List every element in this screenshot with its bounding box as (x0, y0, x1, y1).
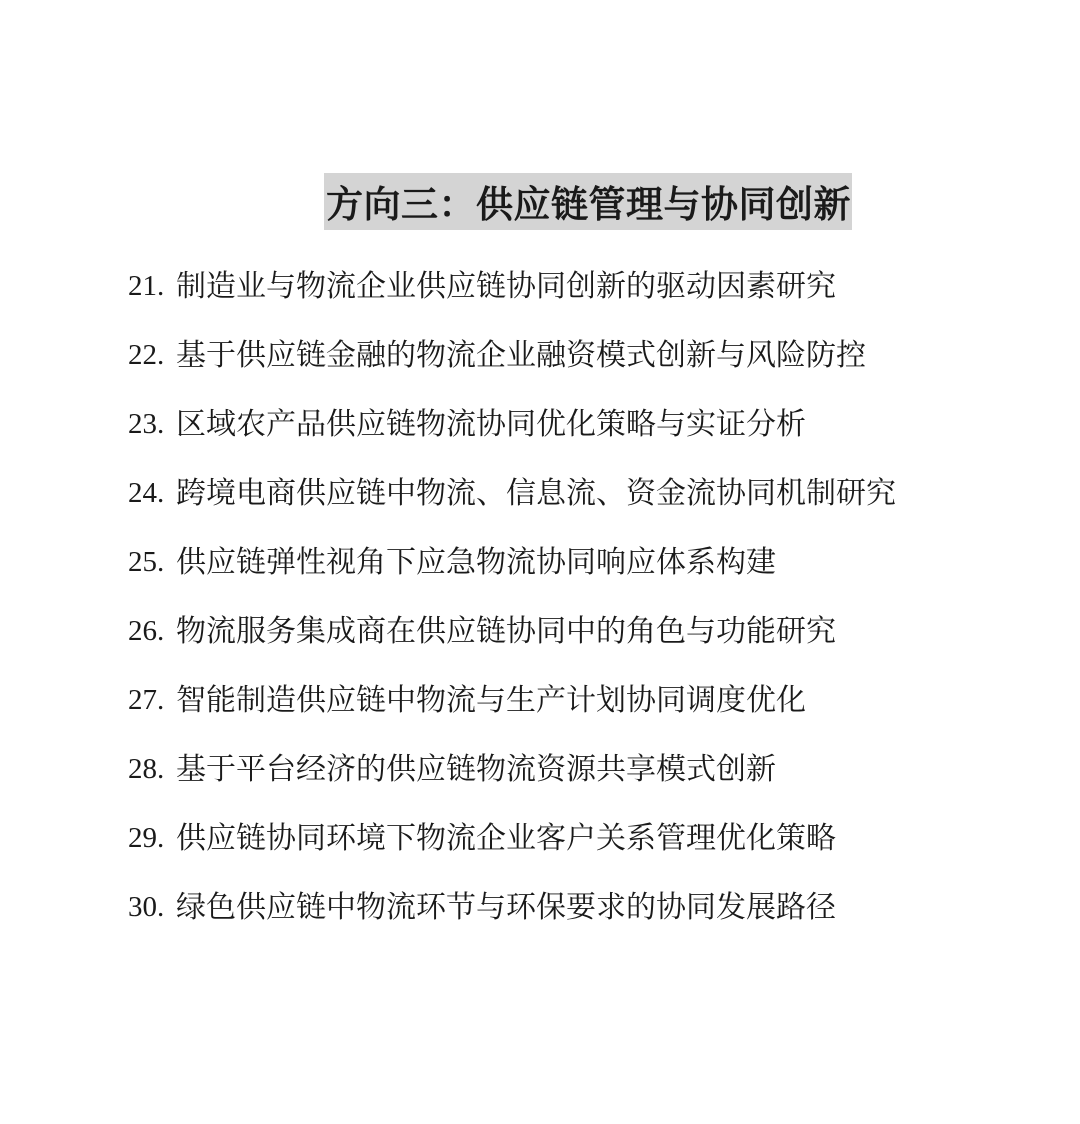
list-item (128, 605, 1028, 674)
item-text: 供应链弹性视角下应急物流协同响应体系构建 (176, 545, 776, 580)
list-item (128, 812, 1028, 881)
section-heading: 方向三：供应链管理与协同创新 (324, 173, 852, 230)
item-number: 21. (128, 270, 165, 302)
item-text: 制造业与物流企业供应链协同创新的驱动因素研究 (176, 269, 836, 304)
item-text: 基于平台经济的供应链物流资源共享模式创新 (176, 752, 776, 787)
item-number: 23. (128, 408, 165, 440)
list-item (128, 536, 1028, 605)
item-text: 区域农产品供应链物流协同优化策略与实证分析 (176, 407, 806, 442)
item-text: 跨境电商供应链中物流、信息流、资金流协同机制研究 (176, 476, 896, 511)
item-text: 智能制造供应链中物流与生产计划协同调度优化 (176, 683, 806, 718)
list-item (128, 329, 1028, 398)
list-item (128, 674, 1028, 743)
item-number: 24. (128, 477, 165, 509)
topic-list (128, 260, 1028, 950)
item-number: 29. (128, 822, 165, 854)
item-text: 基于供应链金融的物流企业融资模式创新与风险防控 (176, 338, 866, 373)
item-number: 28. (128, 753, 165, 785)
item-text: 物流服务集成商在供应链协同中的角色与功能研究 (176, 614, 836, 649)
list-item (128, 743, 1028, 812)
item-number: 27. (128, 684, 165, 716)
item-number: 22. (128, 339, 165, 371)
item-text: 供应链协同环境下物流企业客户关系管理优化策略 (176, 821, 836, 856)
item-number: 25. (128, 546, 165, 578)
item-number: 26. (128, 615, 165, 647)
item-text: 绿色供应链中物流环节与环保要求的协同发展路径 (176, 890, 836, 925)
list-item (128, 881, 1028, 950)
list-item (128, 260, 1028, 329)
list-item (128, 467, 1028, 536)
item-number: 30. (128, 891, 165, 923)
list-item (128, 398, 1028, 467)
